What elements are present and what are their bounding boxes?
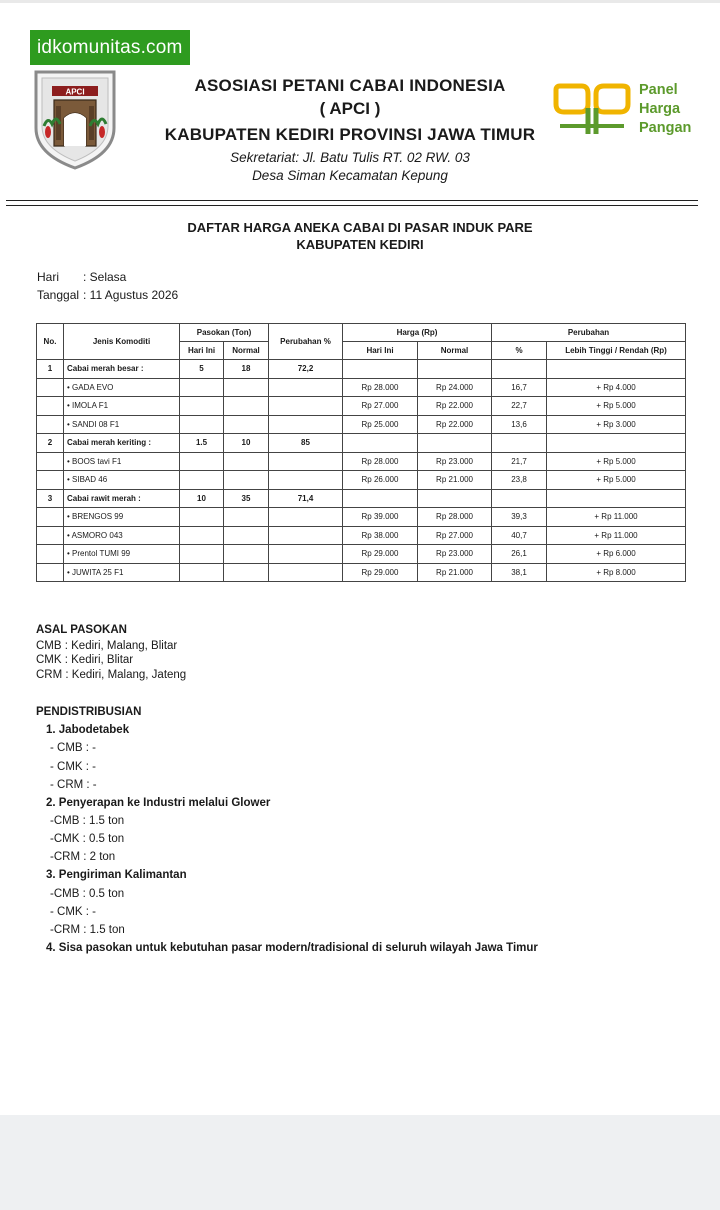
day-label: Hari — [37, 270, 60, 284]
cell-harga-normal: Rp 28.000 — [418, 508, 492, 527]
cell-no — [37, 563, 64, 582]
secretariat-address: Sekretariat: Jl. Batu Tulis RT. 02 RW. 03 — [230, 150, 470, 165]
cell-selisih: + Rp 6.000 — [547, 545, 686, 564]
cell-komoditi: Cabai merah keriting : — [64, 434, 180, 453]
cell-pasokan-normal: 10 — [224, 434, 269, 453]
cell-harga-normal: Rp 22.000 — [418, 415, 492, 434]
asal-pasokan-line: CMK : Kediri, Blitar — [36, 654, 134, 666]
cell-selisih — [547, 489, 686, 508]
cell-komoditi: • GADA EVO — [64, 378, 180, 397]
cell-harga-hari-ini: Rp 29.000 — [343, 545, 418, 564]
cell-perubahan-pct: 85 — [269, 434, 343, 453]
header-no: No. — [37, 324, 64, 360]
cell-perubahan-pct — [269, 526, 343, 545]
cell-selisih: + Rp 5.000 — [547, 471, 686, 490]
cell-komoditi: • SIBAD 46 — [64, 471, 180, 490]
cell-no — [37, 508, 64, 527]
cell-komoditi: • IMOLA F1 — [64, 397, 180, 416]
cell-perubahan-pct — [269, 508, 343, 527]
cell-komoditi: • ASMORO 043 — [64, 526, 180, 545]
panel-harga-pangan-logo — [552, 80, 702, 140]
distribution-line: - CMB : - — [50, 742, 96, 754]
table-row — [37, 563, 686, 582]
cell-perubahan-pct — [269, 397, 343, 416]
cell-pasokan-hari-ini — [180, 397, 224, 416]
top-divider — [0, 0, 720, 3]
org-region: KABUPATEN KEDIRI PROVINSI JAWA TIMUR — [164, 125, 536, 144]
cell-harga-normal — [418, 360, 492, 379]
svg-text:APCI: APCI — [65, 87, 85, 97]
cell-komoditi: • JUWITA 25 F1 — [64, 563, 180, 582]
cell-no: 1 — [37, 360, 64, 379]
category-row — [37, 360, 686, 379]
cell-perubahan-pct — [269, 415, 343, 434]
price-table — [36, 323, 686, 582]
cell-harga-normal: Rp 23.000 — [418, 452, 492, 471]
cell-komoditi: • BOOS tavi F1 — [64, 452, 180, 471]
cell-harga-hari-ini: Rp 26.000 — [343, 471, 418, 490]
day-value: : Selasa — [83, 270, 127, 284]
table-row — [37, 452, 686, 471]
cell-pasokan-hari-ini: 5 — [180, 360, 224, 379]
table-row — [37, 471, 686, 490]
header-rule-thin — [6, 205, 698, 206]
cell-no — [37, 397, 64, 416]
cell-no: 2 — [37, 434, 64, 453]
cell-harga-hari-ini — [343, 360, 418, 379]
cell-harga-hari-ini — [343, 434, 418, 453]
cell-harga-hari-ini: Rp 25.000 — [343, 415, 418, 434]
category-row — [37, 434, 686, 453]
cell-pasokan-hari-ini — [180, 452, 224, 471]
distribution-line: -CMB : 1.5 ton — [50, 815, 125, 827]
cell-pct: 22,7 — [492, 397, 547, 416]
cell-pasokan-hari-ini — [180, 526, 224, 545]
cell-no — [37, 415, 64, 434]
cell-harga-hari-ini: Rp 28.000 — [343, 378, 418, 397]
cell-selisih: + Rp 3.000 — [547, 415, 686, 434]
cell-harga-normal: Rp 21.000 — [418, 471, 492, 490]
distribution-line: -CMK : 0.5 ton — [50, 833, 125, 845]
cell-perubahan-pct — [269, 452, 343, 471]
cell-selisih: + Rp 11.000 — [547, 526, 686, 545]
cell-pasokan-normal — [224, 563, 269, 582]
cell-harga-hari-ini — [343, 489, 418, 508]
date-row — [37, 288, 178, 302]
cell-pct: 39,3 — [492, 508, 547, 527]
cell-pct — [492, 434, 547, 453]
asal-pasokan-line: CRM : Kediri, Malang, Jateng — [36, 669, 187, 681]
header-pasokan-hari-ini: Hari Ini — [180, 342, 224, 360]
cell-pasokan-normal — [224, 452, 269, 471]
header-pasokan-normal: Normal — [224, 342, 269, 360]
cell-komoditi: • Prentol TUMI 99 — [64, 545, 180, 564]
cell-perubahan-pct — [269, 471, 343, 490]
distribution-line: - CMK : - — [50, 906, 96, 918]
cell-no — [37, 452, 64, 471]
header-harga-hari-ini: Hari Ini — [343, 342, 418, 360]
header-rule-thick — [6, 200, 698, 201]
distribution-heading: 2. Penyerapan ke Industri melalui Glower — [46, 797, 271, 809]
table-row — [37, 397, 686, 416]
day-row — [37, 270, 126, 284]
cell-pasokan-normal — [224, 471, 269, 490]
cell-pct: 26,1 — [492, 545, 547, 564]
cell-perubahan-pct — [269, 545, 343, 564]
table-row — [37, 545, 686, 564]
distribution-heading: 1. Jabodetabek — [46, 724, 130, 736]
cell-perubahan-pct: 71,4 — [269, 489, 343, 508]
cell-pct: 38,1 — [492, 563, 547, 582]
cell-pasokan-hari-ini — [180, 563, 224, 582]
apci-logo-icon — [30, 66, 120, 170]
panel-harga-pangan-logo-icon — [552, 82, 632, 138]
cell-pct: 21,7 — [492, 452, 547, 471]
cell-pasokan-normal — [224, 545, 269, 564]
header-harga: Harga (Rp) — [343, 324, 492, 342]
cell-no: 3 — [37, 489, 64, 508]
cell-pasokan-hari-ini — [180, 545, 224, 564]
cell-selisih — [547, 434, 686, 453]
village-address: Desa Siman Kecamatan Kepung — [252, 168, 448, 183]
cell-harga-hari-ini: Rp 29.000 — [343, 563, 418, 582]
header-perubahan-pct: Perubahan % — [269, 324, 343, 360]
cell-pasokan-hari-ini: 1.5 — [180, 434, 224, 453]
cell-pct: 13,6 — [492, 415, 547, 434]
cell-selisih — [547, 360, 686, 379]
cell-komoditi: • BRENGOS 99 — [64, 508, 180, 527]
document-subtitle: KABUPATEN KEDIRI — [296, 237, 424, 252]
cell-harga-hari-ini: Rp 38.000 — [343, 526, 418, 545]
table-row — [37, 526, 686, 545]
table-row — [37, 378, 686, 397]
cell-selisih: + Rp 4.000 — [547, 378, 686, 397]
cell-harga-normal — [418, 489, 492, 508]
category-row — [37, 489, 686, 508]
bottom-background — [0, 1115, 720, 1210]
distribution-line: -CRM : 2 ton — [50, 851, 116, 863]
header-perubahan: Perubahan — [492, 324, 686, 342]
cell-no — [37, 378, 64, 397]
header-harga-normal: Normal — [418, 342, 492, 360]
cell-no — [37, 526, 64, 545]
cell-pasokan-hari-ini: 10 — [180, 489, 224, 508]
cell-harga-normal — [418, 434, 492, 453]
cell-harga-normal: Rp 27.000 — [418, 526, 492, 545]
org-abbr: ( APCI ) — [319, 99, 381, 118]
cell-pasokan-hari-ini — [180, 508, 224, 527]
cell-harga-normal: Rp 21.000 — [418, 563, 492, 582]
header-pct: % — [492, 342, 547, 360]
cell-harga-hari-ini: Rp 27.000 — [343, 397, 418, 416]
distribution-line: - CRM : - — [50, 779, 97, 791]
cell-komoditi: • SANDI 08 F1 — [64, 415, 180, 434]
partner-logo-line1: Panel — [639, 82, 678, 98]
cell-pasokan-normal — [224, 378, 269, 397]
partner-logo-line2: Harga — [639, 101, 681, 117]
cell-harga-hari-ini: Rp 28.000 — [343, 452, 418, 471]
asal-pasokan-line: CMB : Kediri, Malang, Blitar — [36, 640, 178, 652]
header-pasokan: Pasokan (Ton) — [180, 324, 269, 342]
distribution-line: -CMB : 0.5 ton — [50, 888, 125, 900]
cell-harga-normal: Rp 23.000 — [418, 545, 492, 564]
table-row — [37, 415, 686, 434]
cell-perubahan-pct — [269, 378, 343, 397]
distribution-line: - CMK : - — [50, 761, 96, 773]
cell-selisih: + Rp 5.000 — [547, 397, 686, 416]
partner-logo-line3: Pangan — [639, 120, 692, 136]
distribution-heading: 4. Sisa pasokan untuk kebutuhan pasar modern/tradisional di seluruh wilayah Jawa Timur — [46, 942, 538, 954]
date-value: : 11 Agustus 2026 — [83, 288, 179, 302]
cell-komoditi: Cabai rawit merah : — [64, 489, 180, 508]
cell-selisih: + Rp 5.000 — [547, 452, 686, 471]
cell-selisih: + Rp 11.000 — [547, 508, 686, 527]
cell-perubahan-pct: 72,2 — [269, 360, 343, 379]
document-title: DAFTAR HARGA ANEKA CABAI DI PASAR INDUK PARE — [187, 220, 533, 235]
cell-pasokan-hari-ini — [180, 415, 224, 434]
pendistribusian-title: PENDISTRIBUSIAN — [36, 706, 142, 718]
cell-pasokan-normal — [224, 508, 269, 527]
cell-harga-normal: Rp 22.000 — [418, 397, 492, 416]
header-lebih: Lebih Tinggi / Rendah (Rp) — [547, 342, 686, 360]
cell-pct: 16,7 — [492, 378, 547, 397]
cell-selisih: + Rp 8.000 — [547, 563, 686, 582]
cell-pasokan-normal — [224, 526, 269, 545]
cell-pasokan-hari-ini — [180, 471, 224, 490]
cell-harga-normal: Rp 24.000 — [418, 378, 492, 397]
date-label: Tanggal — [37, 288, 80, 302]
cell-pasokan-normal: 18 — [224, 360, 269, 379]
cell-pct — [492, 360, 547, 379]
watermark-label: idkomunitas.com — [30, 30, 190, 65]
org-name: ASOSIASI PETANI CABAI INDONESIA — [194, 76, 506, 95]
cell-no — [37, 471, 64, 490]
header-komoditi: Jenis Komoditi — [64, 324, 180, 360]
cell-pasokan-normal — [224, 415, 269, 434]
asal-pasokan-title: ASAL PASOKAN — [36, 624, 127, 636]
cell-pasokan-hari-ini — [180, 378, 224, 397]
cell-pct: 23,8 — [492, 471, 547, 490]
cell-pct: 40,7 — [492, 526, 547, 545]
cell-pasokan-normal — [224, 397, 269, 416]
table-row — [37, 508, 686, 527]
cell-perubahan-pct — [269, 563, 343, 582]
distribution-line: -CRM : 1.5 ton — [50, 924, 125, 936]
cell-komoditi: Cabai merah besar : — [64, 360, 180, 379]
distribution-heading: 3. Pengiriman Kalimantan — [46, 869, 187, 881]
cell-pasokan-normal: 35 — [224, 489, 269, 508]
price-table-body — [37, 360, 686, 582]
cell-pct — [492, 489, 547, 508]
cell-harga-hari-ini: Rp 39.000 — [343, 508, 418, 527]
cell-no — [37, 545, 64, 564]
